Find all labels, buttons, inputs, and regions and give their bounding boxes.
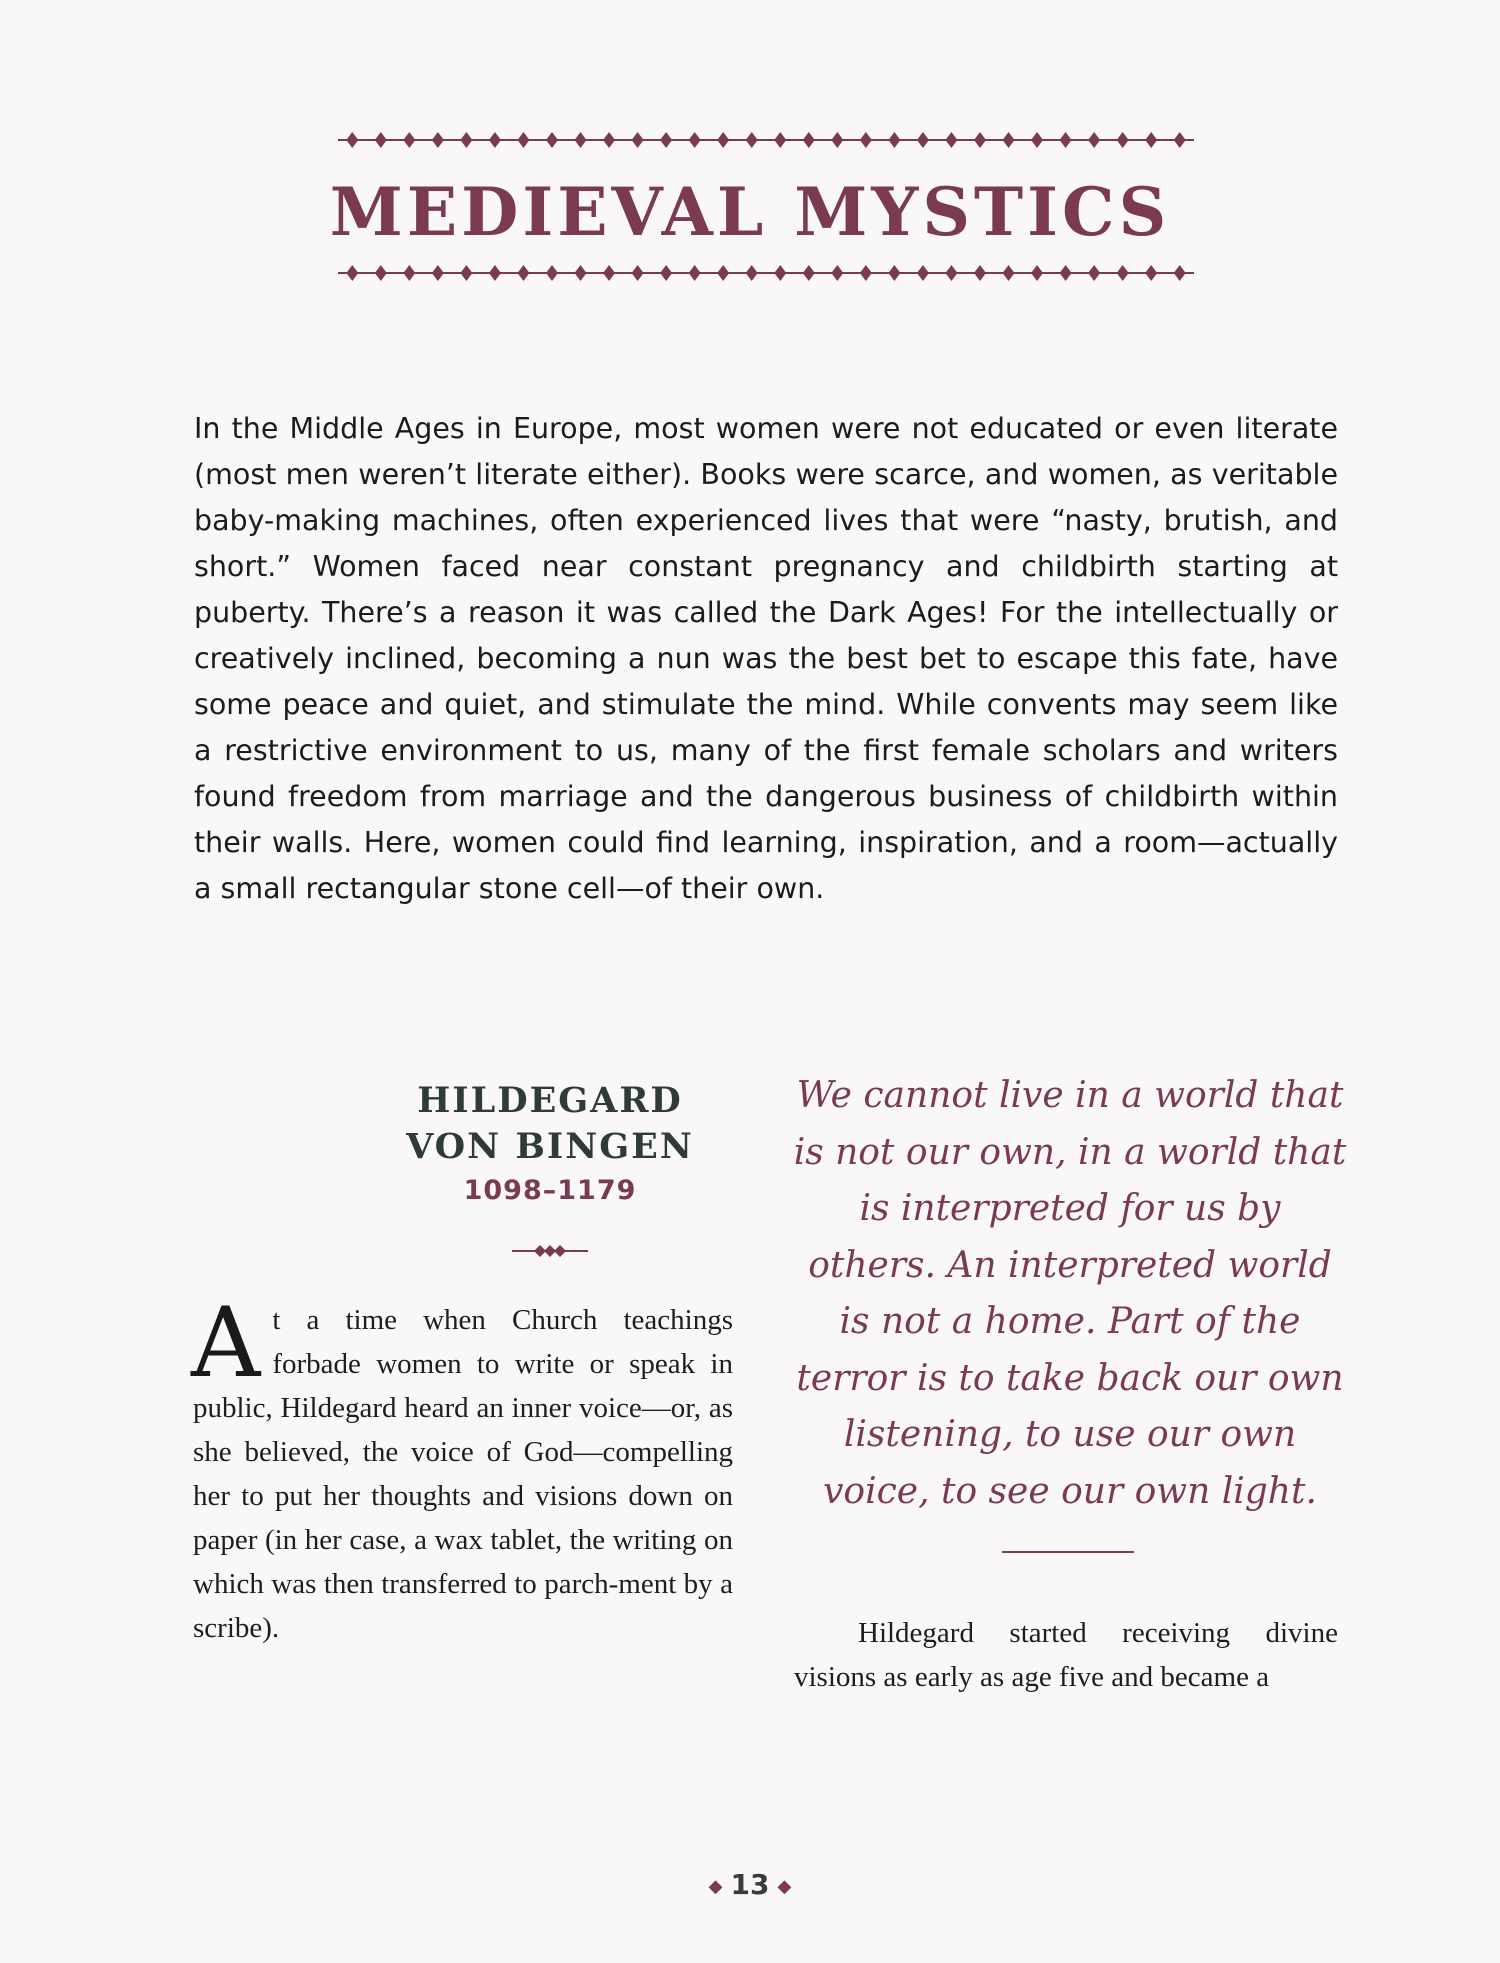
bio-body-text: t a time when Church teachings forbade women to write or speak in public, Hildegard heard an inner voice—or, as she believed, the voice of God—compelling her to put her thoughts and visions down on paper (in her case, a wax tablet, the writing on which was then transferred to parch-ment by a scribe). — [193, 1304, 733, 1644]
bio-dates: 1098–1179 — [463, 1175, 637, 1206]
drop-cap: A — [191, 1287, 261, 1399]
title-ornament-rule-bottom — [338, 263, 1194, 283]
bio-divider-ornament — [512, 1243, 588, 1259]
page-number-left-diamond-icon: ◆ — [708, 1875, 723, 1897]
page-number-value: 13 — [730, 1868, 770, 1901]
bio-name-line2: VON BINGEN — [406, 1126, 694, 1167]
bio-name-line1: HILDEGARD — [417, 1080, 683, 1121]
bio-heading — [280, 1078, 820, 1208]
quote-divider — [1002, 1551, 1134, 1553]
continued-paragraph: Hildegard started receiving divine visions as early as age five and became a — [794, 1617, 1338, 1693]
bio-body-paragraph — [191, 1287, 733, 1650]
page-number — [650, 1868, 850, 1901]
page-number-right-diamond-icon: ◆ — [777, 1875, 792, 1897]
title-ornament-rule-top — [338, 130, 1194, 150]
pull-quote: We cannot live in a world that is not our own, in a world that is interpreted for us by others. An interpreted world is not a home. Part of the terror is to take back our own listening, to use our own voice, to see our own light. — [793, 1075, 1347, 1512]
intro-paragraph: In the Middle Ages in Europe, most women were not educated or even literate (most men weren’t literate either). Books were scarce, and women, as veritable baby-making machines, often experienced lives that were “nasty, brutish, and short.” Women faced near constant pregnancy and childbirth starting at puberty. There’s a reason it was called the Dark Ages! For the intellectually or creatively inclined, becoming a nun was the best bet to escape this fate, have some peace and quiet, and stimulate the mind. While convents may seem like a restrictive environment to us, many of the first female scholars and writers found freedom from marriage and the dangerous business of childbirth within their walls. Here, women could find learning, inspiration, and a room—actually a small rectangular stone cell—of their own. — [194, 412, 1338, 905]
section-title: MEDIEVAL MYSTICS — [329, 173, 1171, 251]
